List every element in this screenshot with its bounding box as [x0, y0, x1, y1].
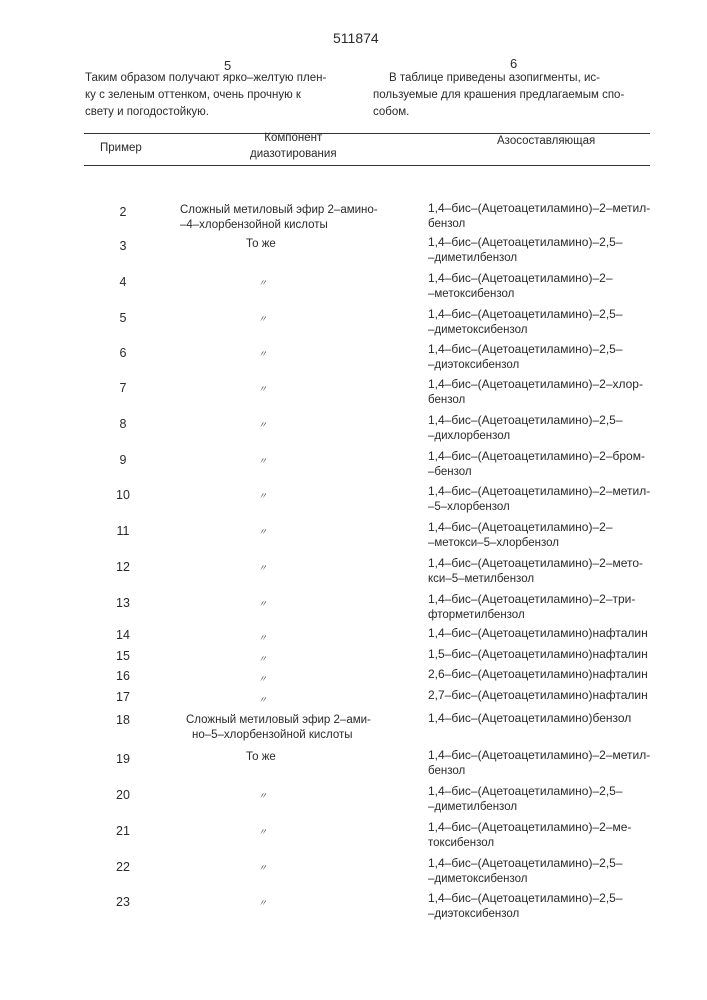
azo-line: –бензол: [428, 464, 645, 480]
row-azo-component: [428, 819, 631, 851]
azo-line: бензол: [428, 763, 650, 779]
component-line: Сложный метиловый эфир 2–ами-: [186, 713, 371, 728]
row-number: 4: [103, 275, 143, 289]
azo-line: 1,4–бис–(Ацетоацетиламино)–2–ме-: [428, 819, 631, 835]
azo-line: бензол: [428, 216, 650, 232]
azo-line: 1,4–бис–(Ацетоацетиламино)–2,5–: [428, 783, 623, 799]
azo-line: 1,4–бис–(Ацетоацетиламино)–2–метил-: [428, 483, 650, 499]
row-azo-component: [428, 646, 648, 662]
row-azo-component: [428, 306, 623, 338]
component-line: 〃: [258, 454, 267, 469]
row-component: [258, 418, 267, 433]
text-line: В таблице приведены азопигменты, ис-: [373, 70, 624, 87]
table-top-rule: [84, 133, 650, 134]
row-number: 7: [103, 381, 143, 395]
row-number: 6: [103, 346, 143, 360]
azo-line: 1,4–бис–(Ацетоацетиламино)–2–: [428, 519, 613, 535]
left-column-number: 5: [224, 58, 231, 73]
component-line: 〃: [258, 631, 267, 646]
component-line: 〃: [258, 861, 267, 876]
azo-line: –диметоксибензол: [428, 322, 623, 338]
component-line: 〃: [258, 672, 267, 687]
azo-line: 1,4–бис–(Ацетоацетиламино)–2,5–: [428, 855, 623, 871]
row-azo-component: [428, 783, 623, 815]
azo-line: 1,4–бис–(Ацетоацетиламино)–2,5–: [428, 341, 623, 357]
header-line: Компонент: [250, 130, 337, 146]
azo-line: 1,4–бис–(Ацетоацетиламино)–2–хлор-: [428, 376, 643, 392]
component-line: 〃: [258, 489, 267, 504]
azo-line: –диметоксибензол: [428, 871, 623, 887]
row-number: 23: [103, 895, 143, 909]
right-column-number: 6: [510, 56, 517, 71]
azo-line: 2,7–бис–(Ацетоацетиламино)нафталин: [428, 687, 648, 703]
component-line: 〃: [258, 789, 267, 804]
component-line: 〃: [258, 693, 267, 708]
azo-line: 1,4–бис–(Ацетоацетиламино)–2–мето-: [428, 555, 643, 571]
row-number: 12: [103, 560, 143, 574]
text-line: ку с зеленым оттенком, очень прочную к: [85, 87, 326, 104]
row-azo-component: [428, 376, 643, 408]
azo-line: –диметилбензол: [428, 799, 623, 815]
component-line: 〃: [258, 418, 267, 433]
row-number: 10: [103, 488, 143, 502]
row-component: [246, 750, 276, 765]
row-component: [258, 896, 267, 911]
row-number: 21: [103, 824, 143, 838]
row-azo-component: [428, 555, 643, 587]
row-number: 2: [103, 205, 143, 219]
row-number: 17: [103, 690, 143, 704]
row-component: [258, 382, 267, 397]
patent-number: 511874: [333, 30, 379, 46]
component-line: Сложный метиловый эфир 2–амино-: [180, 203, 378, 218]
azo-line: –метокси–5–хлорбензол: [428, 535, 613, 551]
row-azo-component: [428, 625, 648, 641]
azo-line: –дихлорбензол: [428, 428, 623, 444]
row-number: 5: [103, 311, 143, 325]
row-azo-component: [428, 412, 623, 444]
component-line: 〃: [258, 525, 267, 540]
azo-line: 1,4–бис–(Ацетоацетиламино)–2,5–: [428, 234, 623, 250]
component-line: 〃: [258, 347, 267, 362]
row-azo-component: [428, 341, 623, 373]
row-component: [258, 276, 267, 291]
row-number: 22: [103, 860, 143, 874]
azo-line: –5–хлорбензол: [428, 499, 650, 515]
left-paragraph: [85, 70, 326, 121]
row-component: [258, 454, 267, 469]
row-component: [258, 789, 267, 804]
row-number: 14: [103, 628, 143, 642]
text-line: пользуемые для крашения предлагаемым спо-: [373, 87, 624, 104]
row-number: 9: [103, 453, 143, 467]
azo-line: токсибензол: [428, 835, 631, 851]
azo-line: фторметилбензол: [428, 607, 635, 623]
row-component: [258, 693, 267, 708]
row-azo-component: [428, 710, 631, 726]
right-paragraph: [373, 70, 624, 121]
component-line: То же: [246, 237, 276, 252]
azo-line: –диэтоксибензол: [428, 357, 623, 373]
component-line: 〃: [258, 276, 267, 291]
row-azo-component: [428, 855, 623, 887]
row-azo-component: [428, 890, 623, 922]
azo-line: 1,5–бис–(Ацетоацетиламино)нафталин: [428, 646, 648, 662]
component-line: 〃: [258, 652, 267, 667]
azo-line: 1,4–бис–(Ацетоацетиламино)–2–: [428, 270, 613, 286]
azo-line: 1,4–бис–(Ацетоацетиламино)–2–метил-: [428, 200, 650, 216]
row-number: 8: [103, 417, 143, 431]
component-line: То же: [246, 750, 276, 765]
row-azo-component: [428, 519, 613, 551]
row-azo-component: [428, 234, 623, 266]
azo-line: 1,4–бис–(Ацетоацетиламино)–2–три-: [428, 591, 635, 607]
row-number: 18: [103, 713, 143, 727]
row-number: 11: [103, 524, 143, 538]
azo-line: 1,4–бис–(Ацетоацетиламино)–2–метил-: [428, 747, 650, 763]
row-azo-component: [428, 270, 613, 302]
text-line: свету и погодостойкую.: [85, 104, 326, 121]
row-azo-component: [428, 687, 648, 703]
azo-line: –метоксибензол: [428, 286, 613, 302]
component-line: 〃: [258, 561, 267, 576]
row-component: [258, 312, 267, 327]
row-azo-component: [428, 200, 650, 232]
text-line: собом.: [373, 104, 624, 121]
row-azo-component: [428, 448, 645, 480]
row-component: [258, 825, 267, 840]
azo-line: 1,4–бис–(Ацетоацетиламино)бензол: [428, 710, 631, 726]
row-component: [258, 561, 267, 576]
row-azo-component: [428, 666, 648, 682]
component-line: 〃: [258, 382, 267, 397]
row-number: 19: [103, 752, 143, 766]
table-header-rule: [84, 165, 650, 166]
component-line: 〃: [258, 896, 267, 911]
row-azo-component: [428, 591, 635, 623]
azo-line: 1,4–бис–(Ацетоацетиламино)–2,5–: [428, 412, 623, 428]
row-azo-component: [428, 747, 650, 779]
azo-line: 2,6–бис–(Ацетоацетиламино)нафталин: [428, 666, 648, 682]
header-azo: Азосоставляющая: [497, 135, 595, 147]
azo-line: –диметилбензол: [428, 250, 623, 266]
row-component: [246, 237, 276, 252]
row-component: [258, 347, 267, 362]
row-number: 16: [103, 669, 143, 683]
row-component: [258, 652, 267, 667]
header-line: диазотирования: [250, 146, 337, 162]
azo-line: 1,4–бис–(Ацетоацетиламино)–2,5–: [428, 306, 623, 322]
row-component: [258, 631, 267, 646]
row-component: [258, 489, 267, 504]
row-number: 20: [103, 788, 143, 802]
component-line: 〃: [258, 312, 267, 327]
azo-line: 1,4–бис–(Ацетоацетиламино)нафталин: [428, 625, 648, 641]
row-component: [258, 597, 267, 612]
row-azo-component: [428, 483, 650, 515]
row-number: 3: [103, 239, 143, 253]
component-line: –4–хлорбензойной кислоты: [180, 218, 378, 233]
azo-line: бензол: [428, 392, 643, 408]
header-example: Пример: [100, 142, 142, 154]
azo-line: кси–5–метилбензол: [428, 571, 643, 587]
row-component: [180, 203, 378, 233]
header-component: [250, 130, 337, 162]
azo-line: 1,4–бис–(Ацетоацетиламино)–2,5–: [428, 890, 623, 906]
row-number: 15: [103, 649, 143, 663]
component-line: 〃: [258, 825, 267, 840]
component-line: 〃: [258, 597, 267, 612]
azo-line: –диэтоксибензол: [428, 906, 623, 922]
azo-line: 1,4–бис–(Ацетоацетиламино)–2–бром-: [428, 448, 645, 464]
text-line: Таким образом получают ярко–желтую плен-: [85, 70, 326, 87]
row-number: 13: [103, 596, 143, 610]
row-component: [258, 525, 267, 540]
row-component: [186, 713, 371, 743]
row-component: [258, 672, 267, 687]
component-line: но–5–хлорбензойной кислоты: [186, 728, 371, 743]
row-component: [258, 861, 267, 876]
